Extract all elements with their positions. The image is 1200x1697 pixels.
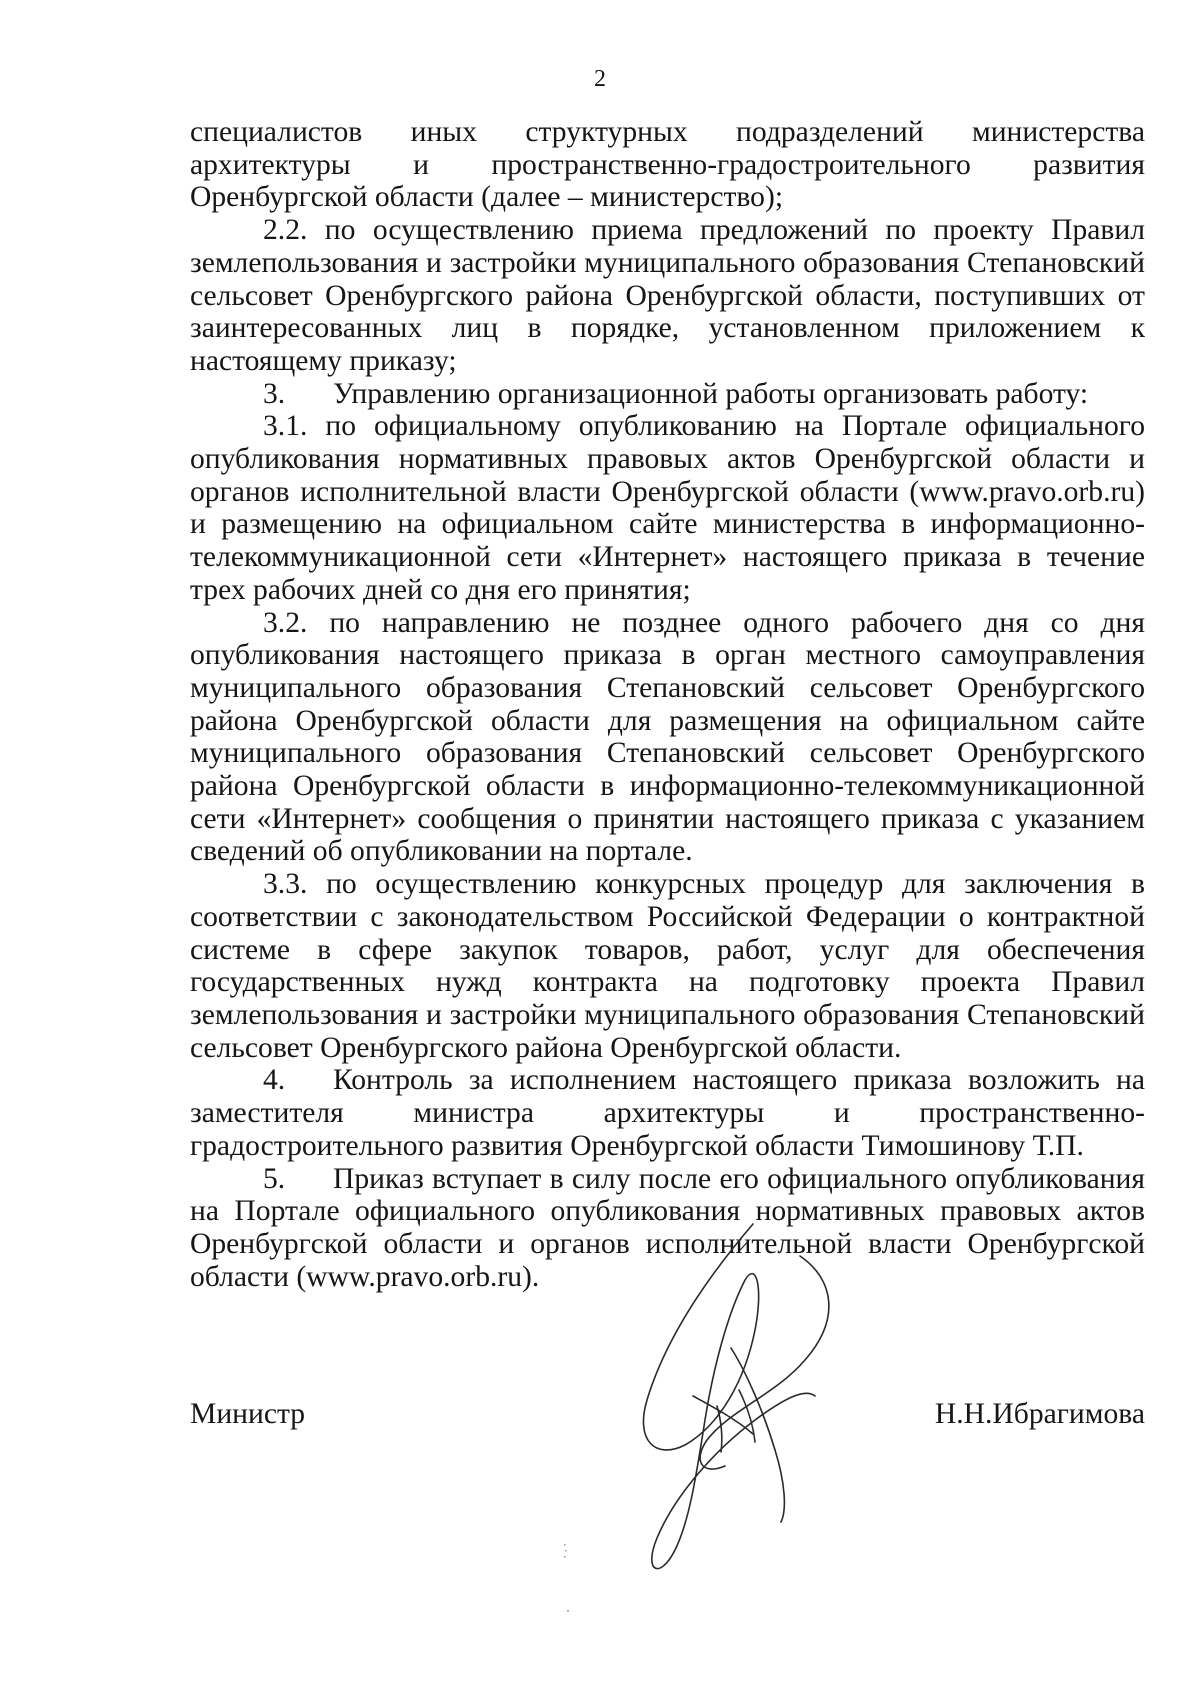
paragraph-4	[190, 1064, 1145, 1162]
page-number: 2	[594, 66, 606, 92]
paragraph-3-text: Управлению организационной работы организовать работу:	[333, 377, 1089, 410]
paragraph-3-1: 3.1. по официальному опубликованию на Портале официального опубликования нормативных правовых актов Оренбургской области и органов исполнительной власти Оренбургской области (www.pravo.orb.ru) и размещению на официальном сайте министерства в информационно-телекоммуникационной сети «Интернет» настоящего приказа в течение трех рабочих дней со дня его принятия;	[190, 410, 1145, 606]
paragraph-2-2: 2.2. по осуществлению приема предложений по проекту Правил землепользования и застройки муниципального образования Степановский сельсовет Оренбургского района Оренбургской области, поступивших от заинтересованных лиц в порядке, установленном приложением к настоящему приказу;	[190, 214, 1145, 377]
paragraph-4-text: Контроль за исполнением настоящего приказа возложить на заместителя министра архитектуры и пространственно-градостроительного развития Оренбургской области Тимошинову Т.П.	[190, 1064, 1145, 1162]
document-body	[190, 116, 1145, 1293]
paragraph-intro: специалистов иных структурных подразделений министерства архитектуры и пространственно-градостроительного развития Оренбургской области (далее – министерство);	[190, 116, 1145, 214]
signer-name: Н.Н.Ибрагимова	[934, 1398, 1145, 1430]
signer-title: Министр	[190, 1398, 306, 1430]
paragraph-5-text: Приказ вступает в силу после его официального опубликования на Портале официального опубликования нормативных правовых актов Оренбургской области и органов исполнительной власти Оренбургской области (www.pravo.orb.ru).	[190, 1162, 1145, 1293]
paragraph-3	[190, 378, 1145, 411]
paragraph-3-number: 3.	[263, 377, 286, 410]
paragraph-5-number: 5.	[263, 1162, 286, 1195]
handwritten-signature	[635, 1220, 865, 1590]
paragraph-4-number: 4.	[263, 1064, 286, 1097]
paragraph-3-2: 3.2. по направлению не позднее одного рабочего дня со дня опубликования настоящего приказа в орган местного самоуправления муниципального образования Степановский сельсовет Оренбургского района Оренбургской области для размещения на официальном сайте муниципального образования Степановский сельсовет Оренбургского района Оренбургской области в информационно-телекоммуникационной сети «Интернет» сообщения о принятии настоящего приказа с указанием сведений об опубликовании на портале.	[190, 606, 1145, 868]
paragraph-3-3: 3.3. по осуществлению конкурсных процедур для заключения в соответствии с законодательством Российской Федерации о контрактной системе в сфере закупок товаров, работ, услуг для обеспечения государственных нужд контракта на подготовку проекта Правил землепользования и застройки муниципального образования Степановский сельсовет Оренбургского района Оренбургской области.	[190, 868, 1145, 1064]
scan-specks	[555, 1540, 575, 1630]
